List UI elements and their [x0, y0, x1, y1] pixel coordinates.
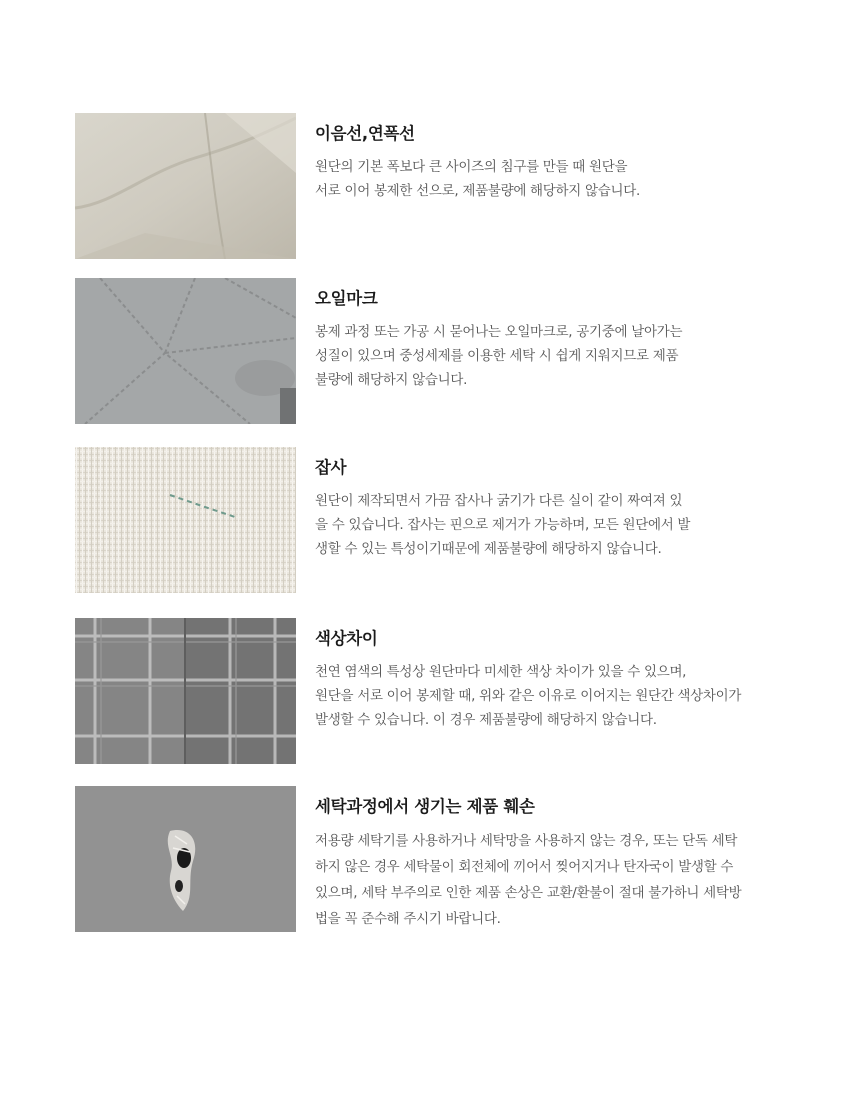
color-difference-photo: [75, 618, 296, 764]
item-description: 원단의 기본 폭보다 큰 사이즈의 침구를 만들 때 원단을 서로 이어 봉제한 선으로, 제품불량에 해당하지 않습니다.: [315, 159, 640, 199]
item-description: 천연 염색의 특성상 원단마다 미세한 색상 차이가 있을 수 있으며, 원단을 서로 이어 봉제할 때, 위와 같은 이유로 이어지는 원단간 색상차이가 발생할 수 있습니다. 이 경우 제품불량에 해당하지 않습니다.: [315, 664, 742, 728]
oil-mark-photo: [75, 278, 296, 424]
item-title: 오일마크: [315, 289, 378, 308]
seam-line-photo: [75, 113, 296, 259]
item-description: 저용량 세탁기를 사용하거나 세탁망을 사용하지 않는 경우, 또는 단독 세탁 하지 않은 경우 세탁물이 회전체에 끼어서 찢어지거나 탄자국이 발생할 수 있으며, 세탁 부주의로 인한 제품 손상은 교환/환불이 절대 불가하니 세탁방 법을 꼭 준수해 주시기 바랍니다.: [315, 833, 742, 927]
stray-thread-photo: [75, 447, 296, 593]
item-title: 이음선,연폭선: [315, 124, 415, 143]
item-title: 세탁과정에서 생기는 제품 훼손: [315, 797, 535, 816]
item-title: 잡사: [315, 458, 347, 477]
item-description: 원단이 제작되면서 가끔 잡사나 굵기가 다른 실이 같이 짜여져 있 을 수 있습니다. 잡사는 핀으로 제거가 가능하며, 모든 원단에서 발 생할 수 있는 특성이기때문에 제품불량에 해당하지 않습니다.: [315, 493, 691, 557]
wash-damage-photo: [75, 786, 296, 932]
item-description: 봉제 과정 또는 가공 시 묻어나는 오일마크로, 공기중에 날아가는 성질이 있으며 중성세제를 이용한 세탁 시 쉽게 지워지므로 제품 불량에 해당하지 않습니다.: [315, 324, 683, 388]
item-title: 색상차이: [315, 629, 378, 648]
